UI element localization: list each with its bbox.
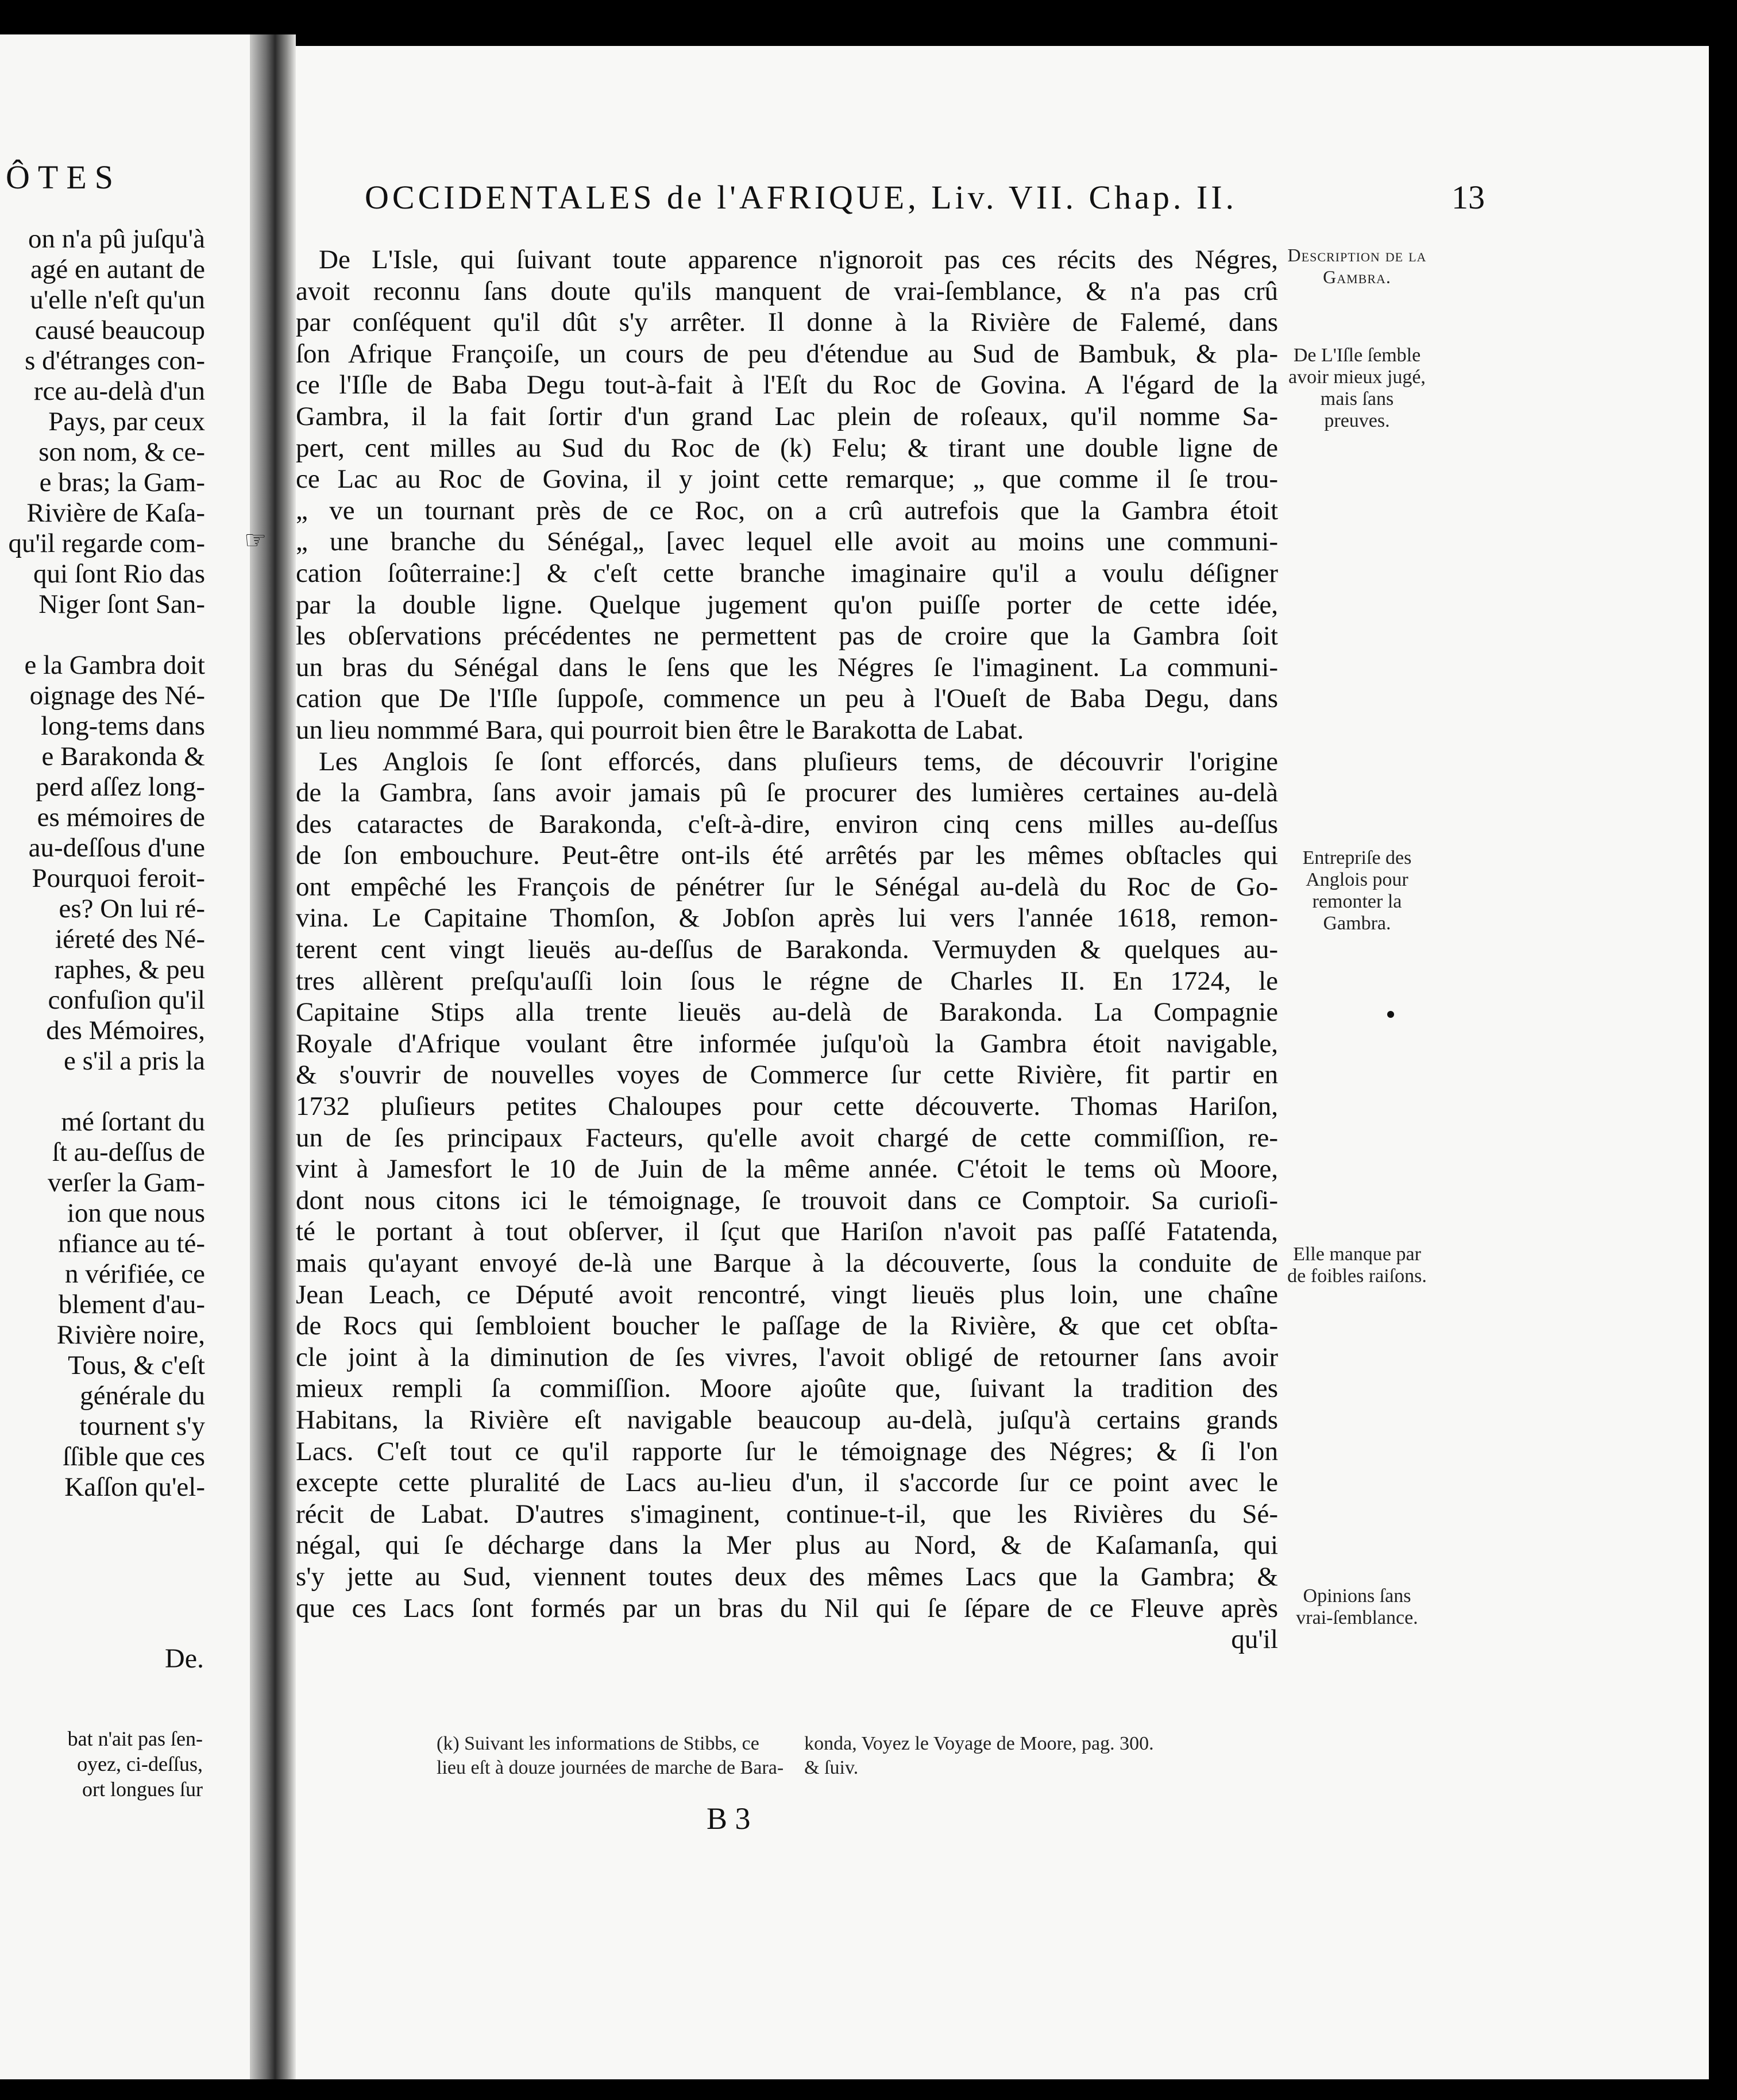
text-line: De L'Isle, qui ſuivant toute apparence n'ignoroit pas ces récits des Négres,: [319, 245, 1278, 275]
text-line: on n'a pû juſqu'à: [28, 224, 205, 254]
left-page-text: [8, 224, 205, 1503]
printer-mark-icon: ☞: [244, 526, 267, 555]
text-line: ce l'Iſle de Baba Degu tout-à-fait à l'Eſt du Roc de Govina. A l'égard de la: [296, 370, 1278, 400]
text-line: e s'il a pris la: [63, 1046, 205, 1076]
text-line: de ſon embouchure. Peut-être ont-ils été arrêtés par les mêmes obſtacles qui: [296, 840, 1278, 871]
text-line: mé ſortant du: [61, 1107, 205, 1137]
margin-note-opinions: Opinions ſans vrai-ſemblance.: [1296, 1585, 1418, 1628]
footnote: [437, 1732, 1425, 1780]
text-line: par la double ligne. Quelque jugement qu'on puiſſe porter de cette idée,: [296, 589, 1278, 620]
text-line: au-deſſous d'une: [28, 833, 205, 863]
left-running-head: ÔTES: [6, 159, 121, 196]
text-line: causé beaucoup: [34, 315, 205, 345]
running-head: [365, 178, 1485, 217]
text-line: bat n'ait pas ſen-: [67, 1727, 203, 1750]
text-line: de Rocs qui ſembloient boucher le paſſage de la Rivière, & que cet obſta-: [296, 1311, 1278, 1341]
text-line: long-tems dans: [41, 711, 205, 741]
text-line: oignage des Né-: [29, 681, 205, 711]
footnote-left: [437, 1732, 783, 1780]
paragraph-de-lisle: [296, 244, 1278, 746]
text-line: e bras; la Gam-: [39, 468, 205, 497]
text-line: un lieu nommmé Bara, qui pourroit bien être le Barakotta de Labat.: [296, 715, 1024, 745]
text-line: mieux rempli ſa commiſſion. Moore ajoûte que, ſuivant la tradition des: [296, 1373, 1278, 1404]
text-line: [8, 1076, 205, 1107]
margin-note-elle-manque: Elle manque par de foibles raiſons.: [1287, 1244, 1427, 1287]
text-line: té le portant à tout obſerver, il ſçut que Hariſon n'avoit pas paſſé Fatatenda,: [296, 1217, 1278, 1247]
text-line: ſſible que ces: [63, 1442, 205, 1472]
text-line: Capitaine Stips alla trente lieuës au-delà de Barakonda. La Compagnie: [296, 997, 1278, 1028]
text-line: Les Anglois ſe ſont efforcés, dans pluſieurs tems, de découvrir l'origine: [319, 746, 1278, 777]
text-line: récit de Labat. D'autres s'imaginent, continue-t-il, que les Rivières du Sé-: [296, 1499, 1278, 1529]
text-line: des cataractes de Barakonda, c'eſt-à-dire, environ cinq cens milles au-deſſus: [296, 809, 1278, 839]
text-line: dont nous citons ici le témoignage, ſe trouvoit dans ce Comptoir. Sa curioſi-: [296, 1185, 1278, 1215]
text-line: qu'il: [1231, 1624, 1278, 1655]
text-line: Tous, & c'eſt: [68, 1350, 205, 1380]
text-line: excepte cette pluralité de Lacs au-lieu d'un, il s'accorde ſur ce point avec le: [296, 1468, 1278, 1498]
text-line: „ ve un tournant près de ce Roc, on a crû autrefois que la Gambra étoit: [296, 495, 1278, 526]
text-line: Pays, par ceux: [48, 407, 205, 437]
text-line: vina. Le Capitaine Thomſon, & Jobſon après lui vers l'année 1618, remon-: [296, 903, 1278, 933]
text-line: konda, Voyez le Voyage de Moore, pag. 300.: [804, 1733, 1154, 1754]
text-line: iéreté des Né-: [55, 924, 205, 954]
text-line: un de ſes principaux Facteurs, qu'elle avoit chargé de cette commiſſion, re-: [296, 1122, 1278, 1153]
footnote-right: [804, 1732, 1153, 1780]
text-line: Jean Leach, ce Député avoit rencontré, vingt lieuës plus loin, une chaîne: [296, 1279, 1278, 1310]
text-line: [8, 620, 205, 650]
text-line: son nom, & ce-: [38, 437, 205, 467]
text-line: un bras du Sénégal dans le ſens que les Négres ſe l'imaginent. La communi-: [296, 652, 1278, 682]
signature-mark: B 3: [707, 1801, 751, 1836]
text-line: ont empêché les François de pénétrer ſur le Sénégal au-delà du Roc de Go-: [296, 871, 1278, 902]
text-line: cation ſoûterraine:] & c'eſt cette branche imaginaire qu'il a voulu déſigner: [296, 558, 1278, 588]
text-line: les obſervations précédentes ne permettent pas de croire que la Gambra ſoit: [296, 621, 1278, 651]
text-line: & s'ouvrir de nouvelles voyes de Commerce ſur cette Rivière, fit partir en: [296, 1060, 1278, 1090]
text-line: 1732 pluſieurs petites Chaloupes pour cette découverte. Thomas Hariſon,: [296, 1091, 1278, 1122]
text-line: s d'étranges con-: [25, 346, 205, 376]
text-line: cle joint à la diminution de ſes vivres, l'avoit obligé de retourner ſans avoir: [296, 1342, 1278, 1372]
main-text: [296, 244, 1278, 1655]
text-line: avoit reconnu ſans doute qu'ils manquent de vrai-ſemblance, & n'a pas crû: [296, 276, 1278, 306]
paragraph-anglois: [296, 746, 1278, 1655]
text-line: Rivière de Kaſa-: [26, 498, 205, 528]
text-line: raphes, & peu: [54, 955, 205, 985]
right-page: [244, 46, 1709, 2079]
margin-dot: [1387, 1011, 1394, 1018]
text-line: tres allèrent preſqu'auſſi loin ſous le régne de Charles II. En 1724, le: [296, 966, 1278, 996]
text-line: de la Gambra, ſans avoir jamais pû ſe procurer des lumières certaines au-delà: [296, 778, 1278, 808]
text-line: es mémoires de: [37, 802, 205, 832]
text-line: agé en autant de: [30, 254, 205, 284]
text-line: blement d'au-: [58, 1290, 205, 1319]
text-line: e Barakonda &: [41, 742, 205, 771]
text-line: que ces Lacs ſont formés par un bras du Nil qui ſe ſépare de ce Fleuve après: [296, 1593, 1278, 1623]
text-line: des Mémoires,: [46, 1016, 205, 1045]
text-line: ion que nous: [67, 1198, 205, 1228]
text-line: n vérifiée, ce: [65, 1259, 205, 1289]
text-line: mais qu'ayant envoyé de-là une Barque à la découverte, ſous la conduite de: [296, 1248, 1278, 1278]
text-line: perd aſſez long-: [36, 772, 205, 802]
margin-note-description: Description de la Gambra.: [1287, 245, 1427, 287]
left-page: [0, 34, 250, 2079]
text-line: négal, qui ſe décharge dans la Mer plus au Nord, & de Kaſamanſa, qui: [296, 1530, 1278, 1561]
text-line: vint à Jamesfort le 10 de Juin de la même année. C'étoit le tems où Moore,: [296, 1154, 1278, 1184]
text-line: confuſion qu'il: [48, 985, 205, 1015]
running-head-title: OCCIDENTALES de l'AFRIQUE, Liv. VII. Chap. II.: [365, 179, 1238, 216]
text-line: „ une branche du Sénégal„ [avec lequel elle avoit au moins une communi-: [296, 527, 1278, 557]
text-line: u'elle n'eſt qu'un: [30, 285, 205, 315]
text-line: pert, cent milles au Sud du Roc de (k) Felu; & tirant une double ligne de: [296, 433, 1278, 463]
text-line: Lacs. C'eſt tout ce qu'il rapporte ſur le témoignage des Négres; & ſi l'on: [296, 1436, 1278, 1466]
text-line: cation que De l'Iſle ſuppoſe, commence un peu à l'Oueſt de Baba Degu, dans: [296, 684, 1278, 714]
text-line: es? On lui ré-: [59, 894, 205, 924]
left-footnote: [68, 1726, 203, 1802]
text-line: qu'il regarde com-: [8, 528, 205, 558]
page-number: 13: [1452, 179, 1485, 216]
text-line: oyez, ci-deſſus,: [77, 1752, 203, 1775]
text-line: lieu eſt à douze journées de marche de Bara-: [437, 1757, 784, 1778]
text-line: e la Gambra doit: [24, 650, 205, 680]
text-line: générale du: [80, 1381, 205, 1411]
text-line: s'y jette au Sud, viennent toutes deux des mêmes Lacs que la Gambra; &: [296, 1561, 1278, 1592]
text-line: & ſuiv.: [804, 1757, 859, 1778]
text-line: Pourquoi feroit-: [32, 863, 205, 893]
book-gutter: [250, 34, 296, 2079]
text-line: verſer la Gam-: [47, 1168, 205, 1198]
text-line: rce au-delà d'un: [33, 376, 205, 406]
margin-note-de-lisle: De L'Iſle ſemble avoir mieux jugé, mais ſans preuves.: [1288, 345, 1426, 431]
text-line: ce Lac au Roc de Govina, il y joint cette remarque; „ que comme il ſe trou-: [296, 464, 1278, 495]
text-line: Rivière noire,: [56, 1320, 205, 1350]
text-line: ort longues ſur: [82, 1778, 203, 1801]
text-line: par conſéquent qu'il dût s'y arrêter. Il donne à la Rivière de Falemé, dans: [296, 307, 1278, 338]
text-line: tournent s'y: [79, 1411, 205, 1441]
text-line: ſt au-deſſus de: [52, 1137, 205, 1167]
left-catchword: De.: [165, 1643, 204, 1674]
text-line: Habitans, la Rivière eſt navigable beaucoup au-delà, juſqu'à certains grands: [296, 1404, 1278, 1435]
text-line: (k) Suivant les informations de Stibbs, ce: [437, 1733, 759, 1754]
text-line: Royale d'Afrique voulant être informée juſqu'où la Gambra étoit navigable,: [296, 1028, 1278, 1059]
text-line: ſon Afrique Françoiſe, un cours de peu d'étendue au Sud de Bambuk, & pla-: [296, 338, 1278, 369]
margin-note-entreprise: Entrepriſe des Anglois pour remonter la Gambra.: [1302, 847, 1412, 934]
text-line: terent cent vingt lieuës au-deſſus de Barakonda. Vermuyden & quelques au-: [296, 935, 1278, 965]
text-line: Kaſſon qu'el-: [64, 1472, 205, 1502]
text-line: Gambra, il la fait ſortir d'un grand Lac plein de roſeaux, qu'il nomme Sa-: [296, 401, 1278, 431]
text-line: qui ſont Rio das: [33, 559, 205, 589]
text-line: Niger ſont San-: [38, 589, 205, 619]
text-line: nfiance au té-: [58, 1229, 205, 1259]
